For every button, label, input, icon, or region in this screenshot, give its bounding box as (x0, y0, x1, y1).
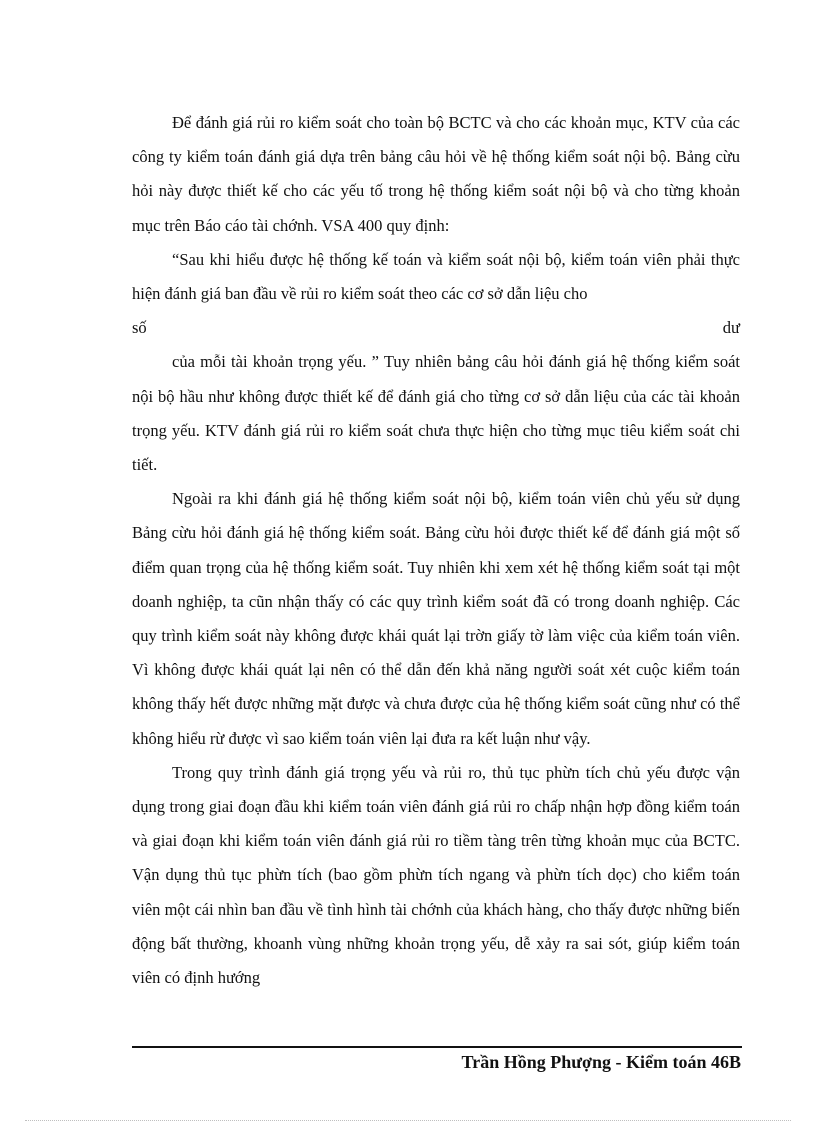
paragraph-4: Trong quy trình đánh giá trọng yếu và rủi ro, thủ tục phừn tích chủ yếu được vận dụng trong giai đoạn đầu khi kiểm toán viên đánh giá rủi ro chấp nhận hợp đồng kiểm toán và giai đoạn khi kiểm toán viên đánh giá rủi ro tiềm tàng trên từng khoản mục của BCTC. Vận dụng thủ tục phừn tích (bao gồm phừn tích ngang và phừn tích dọc) cho kiểm toán viên một cái nhìn ban đầu về tình hình tài chớnh của khách hàng, cho thấy được những biến động bất thường, khoanh vùng những khoản trọng yếu, dễ xảy ra sai sót, giúp kiểm toán viên có định hướng (132, 762, 740, 988)
paragraph-2-word-right: dư (722, 318, 740, 338)
footer-author: Trần Hồng Phượng - Kiểm toán 46B (461, 1052, 741, 1072)
footer-rule (132, 1046, 742, 1048)
body-text (132, 106, 740, 995)
paragraph-3: Ngoài ra khi đánh giá hệ thống kiểm soát nội bộ, kiểm toán viên chủ yếu sử dụng Bảng cừu hỏi đánh giá hệ thống kiểm soát. Bảng cừu hỏi được thiết kế để đánh giá một số điểm quan trọng của hệ thống kiểm soát. Tuy nhiên khi xem xét hệ thống kiểm soát tại một doanh nghiệp, ta cũn nhận thấy có các quy trình kiểm soát đã có trong doanh nghiệp. Các quy trình kiểm soát này không được khái quát lại trờn giấy tờ làm việc của kiểm toán viên. Vì không được khái quát lại nên có thể dẫn đến khả năng người soát xét cuộc kiểm toán không thấy hết được những mặt được và chưa được của hệ thống kiểm soát cũng như có thể không hiểu rừ được vì sao kiểm toán viên lại đưa ra kết luận như vậy. (132, 489, 740, 748)
page-bottom-dotted-border (25, 1120, 791, 1121)
paragraph-2-start: “Sau khi hiểu được hệ thống kế toán và kiểm soát nội bộ, kiểm toán viên phải thực hiện đánh giá ban đầu về rủi ro kiểm soát theo các cơ sở dẫn liệu cho (132, 249, 740, 304)
paragraph-2-rest: của mỗi tài khoản trọng yếu. ” Tuy nhiên bảng câu hỏi đánh giá hệ thống kiểm soát nội bộ hầu như không được thiết kế để đánh giá cho từng cơ sở dẫn liệu của các tài khoản trọng yếu. KTV đánh giá rủi ro kiểm soát chưa thực hiện cho từng mục tiêu kiểm soát chi tiết. (132, 352, 740, 475)
paragraph-1: Để đánh giá rủi ro kiểm soát cho toàn bộ BCTC và cho các khoản mục, KTV của các công ty kiểm toán đánh giá dựa trên bảng câu hỏi về hệ thống kiểm soát nội bộ. Bảng cừu hỏi này được thiết kế cho các yếu tố trong hệ thống kiểm soát nội bộ và cho từng khoản mục trên Báo cáo tài chớnh. VSA 400 quy định: (132, 113, 740, 235)
paragraph-2-split-line (132, 311, 740, 345)
paragraph-2-word-left: số (132, 318, 147, 338)
